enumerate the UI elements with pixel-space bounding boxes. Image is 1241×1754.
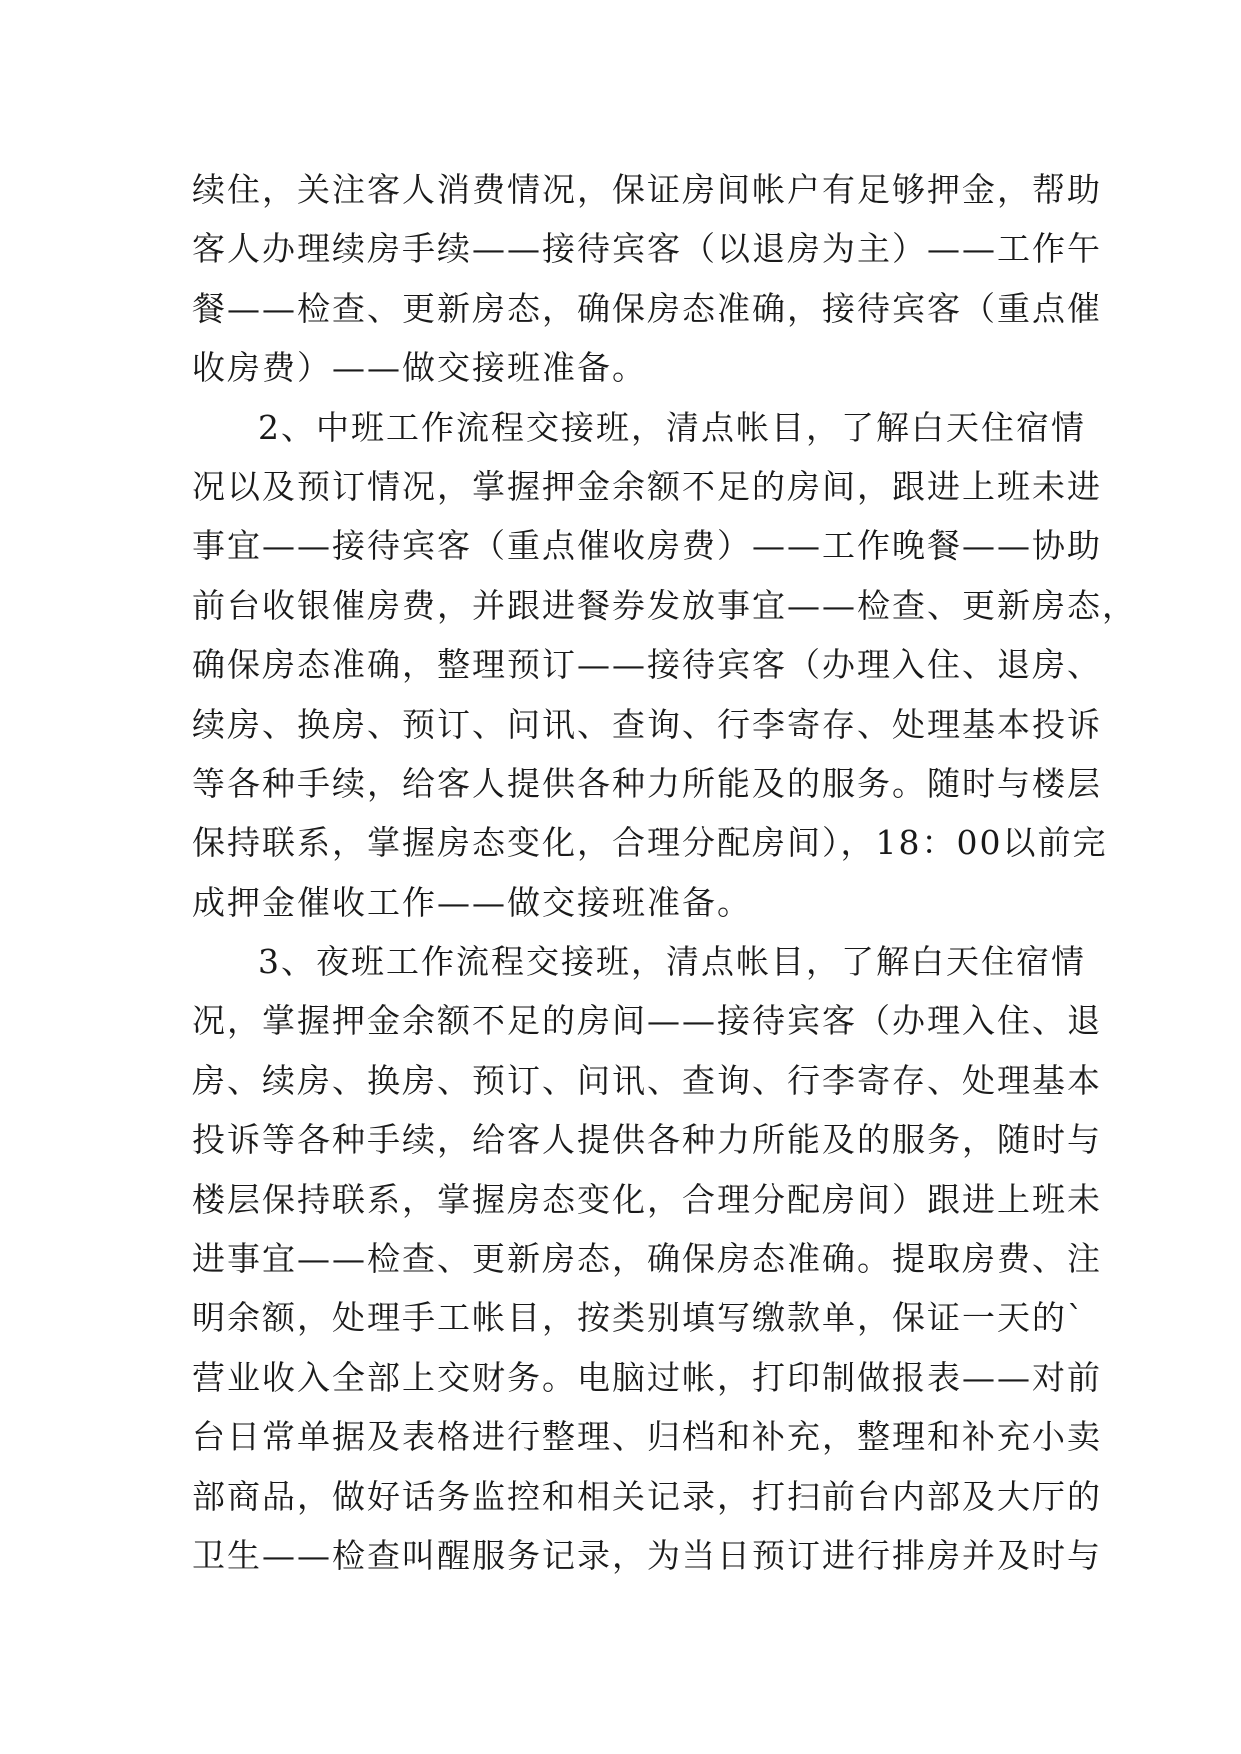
text-line: 客人办理续房手续——接待宾客（以退房为主）——工作午: [192, 229, 1102, 269]
text-line: 况，掌握押金余额不足的房间——接待宾客（办理入住、退: [192, 1001, 1102, 1041]
text-line: 成押金催收工作——做交接班准备。: [192, 882, 752, 922]
text-line: 况以及预订情况，掌握押金余额不足的房间，跟进上班未进: [192, 466, 1102, 506]
text-line: 保持联系，掌握房态变化，合理分配房间），18：00以前完: [192, 823, 1108, 863]
text-line: 收房费）——做交接班准备。: [192, 348, 647, 388]
text-line: 前台收银催房费，并跟进餐券发放事宜——检查、更新房态，: [192, 585, 1137, 625]
text-line: 餐——检查、更新房态，确保房态准确，接待宾客（重点催: [192, 288, 1102, 328]
body-text: [192, 160, 1137, 1585]
text-line: 营业收入全部上交财务。电脑过帐，打印制做报表——对前: [192, 1357, 1102, 1397]
text-line: 明余额，处理手工帐目，按类别填写缴款单，保证一天的`: [192, 1298, 1086, 1338]
text-line: 部商品，做好话务监控和相关记录，打扫前台内部及大厅的: [192, 1476, 1102, 1516]
text-line: 进事宜——检查、更新房态，确保房态准确。提取房费、注: [192, 1239, 1102, 1279]
text-line: 台日常单据及表格进行整理、归档和补充，整理和补充小卖: [192, 1417, 1102, 1457]
text-line: 等各种手续，给客人提供各种力所能及的服务。随时与楼层: [192, 763, 1102, 803]
text-line: 确保房态准确，整理预订——接待宾客（办理入住、退房、: [192, 645, 1102, 685]
paragraph-first-line: 2、中班工作流程交接班，清点帐目，了解白天住宿情: [258, 407, 1086, 447]
text-line: 房、续房、换房、预订、问讯、查询、行李寄存、处理基本: [192, 1060, 1102, 1100]
text-line: 投诉等各种手续，给客人提供各种力所能及的服务，随时与: [192, 1120, 1102, 1160]
text-line: 事宜——接待宾客（重点催收房费）——工作晚餐——协助: [192, 526, 1102, 566]
text-line: 卫生——检查叫醒服务记录，为当日预订进行排房并及时与: [192, 1535, 1102, 1575]
text-line: 楼层保持联系，掌握房态变化，合理分配房间）跟进上班未: [192, 1179, 1102, 1219]
paragraph-first-line: 3、夜班工作流程交接班，清点帐目，了解白天住宿情: [258, 942, 1086, 982]
text-line: 续住，关注客人消费情况，保证房间帐户有足够押金，帮助: [192, 170, 1102, 209]
text-line: 续房、换房、预订、问讯、查询、行李寄存、处理基本投诉: [192, 704, 1102, 744]
